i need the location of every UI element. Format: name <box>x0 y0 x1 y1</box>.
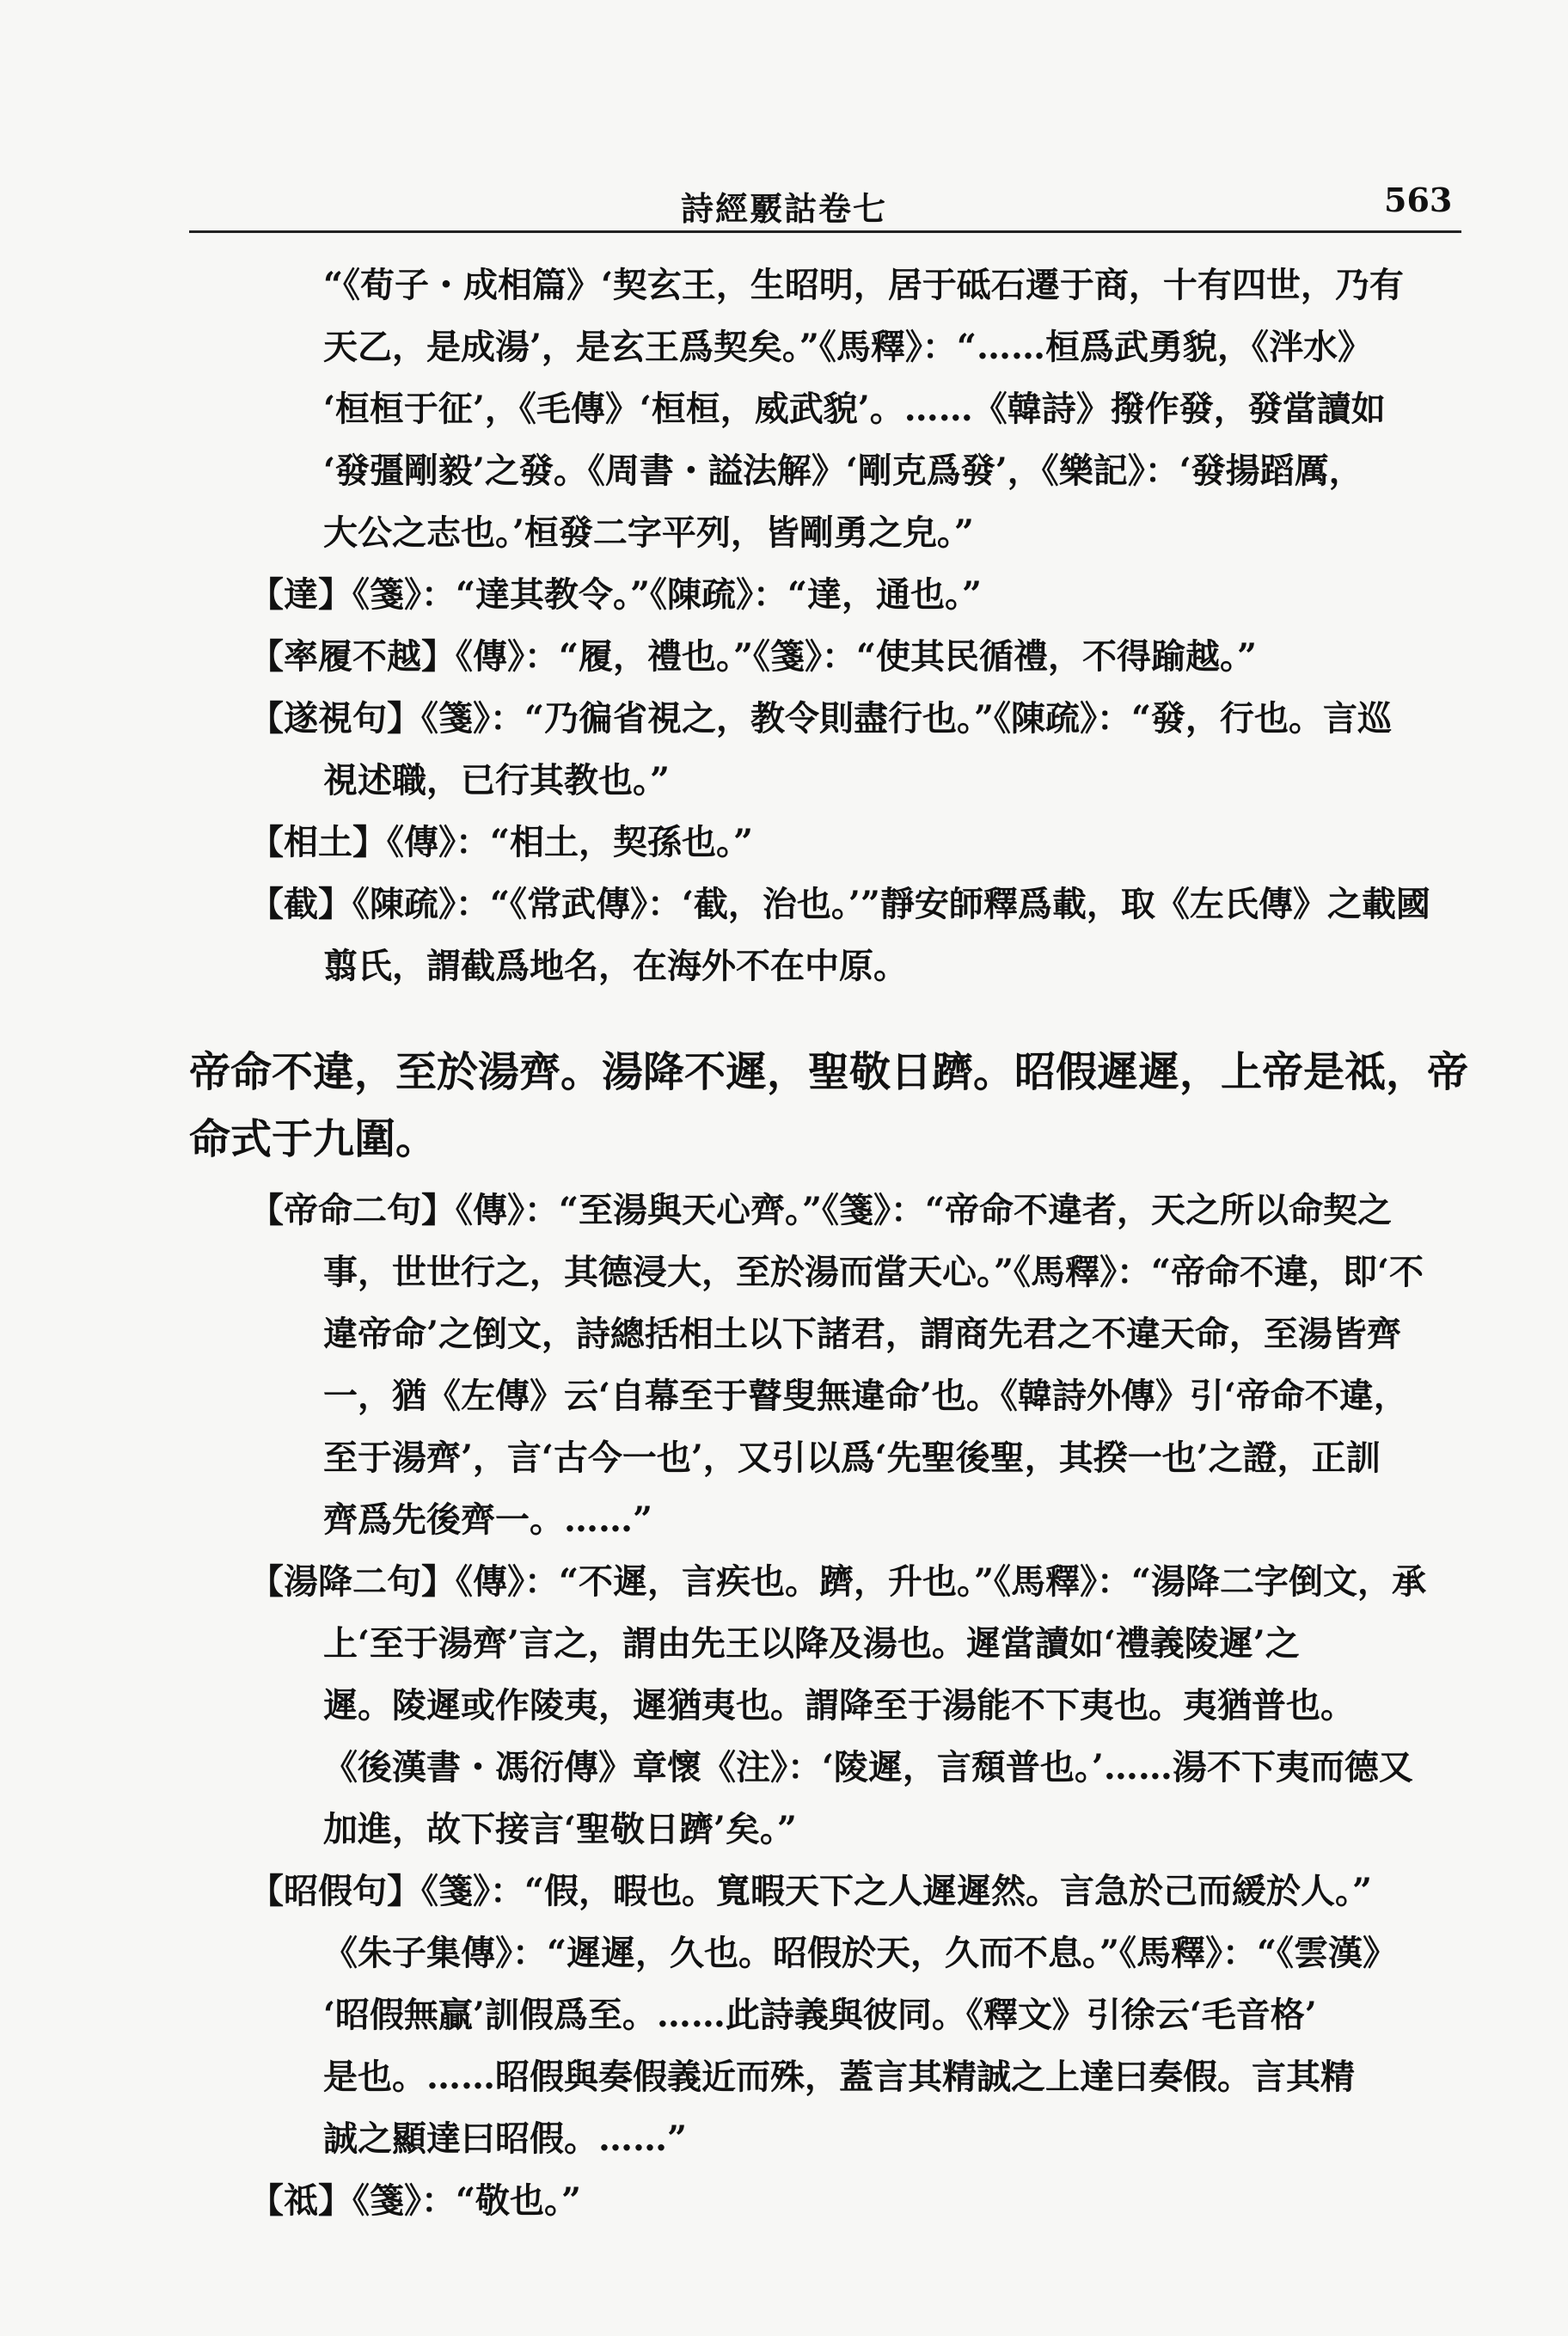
note-entry-continuation <box>323 1242 1461 1551</box>
note-entry-continuation <box>323 1613 1461 1861</box>
text-line: 《後漢書・馮衍傳》章懷《注》：‘陵遲，言頹普也。’……湯不下夷而德又 <box>323 1747 1413 1787</box>
text-line: 上‘至于湯齊’言之，謂由先王以降及湯也。遲當讀如‘禮義陵遲’之 <box>323 1623 1300 1664</box>
note-entry <box>249 812 1461 874</box>
note-entry <box>249 626 1461 688</box>
text-line: 一，猶《左傳》云‘自幕至于瞽叟無違命’也。《韓詩外傳》引‘帝命不違， <box>323 1376 1408 1416</box>
running-title: 詩經覈詁卷七 <box>680 189 887 228</box>
verse-line: 命式于九圍。 <box>189 1115 438 1163</box>
note-entry-continuation <box>323 1922 1461 2170</box>
text-line: 是也。……昭假與奏假義近而殊，蓋言其精誠之上達曰奏假。言其精 <box>323 2057 1355 2097</box>
text-line: 天乙，是成湯’，是玄王爲契矣。”《馬釋》：“……桓爲武勇貌，《泮水》 <box>323 327 1372 367</box>
text-line: 【湯降二句】《傳》：“不遲，言疾也。躋，升也。”《馬釋》：“湯降二字倒文，承 <box>249 1561 1427 1602</box>
text-line: ‘發彊剛毅’之發。《周書・謚法解》‘剛克爲發’，《樂記》：‘發揚蹈厲， <box>323 451 1363 491</box>
note-entry <box>249 1551 1461 1613</box>
text-line: ‘昭假無贏’訓假爲至。……此詩義與彼同。《釋文》引徐云‘毛音格’ <box>323 1995 1317 2035</box>
note-entry <box>249 2170 1461 2232</box>
note-entry <box>249 1180 1461 1242</box>
text-line: 【祗】《箋》：“敬也。” <box>249 2180 582 2221</box>
note-entry <box>249 874 1461 935</box>
text-line: 【昭假句】《箋》：“假，暇也。寬暇天下之人遲遲然。言急於己而緩於人。” <box>249 1871 1373 1911</box>
text-line: 事，世世行之，其德浸大，至於湯而當天心。”《馬釋》：“帝命不違，即‘不 <box>323 1252 1424 1292</box>
text-line: 大公之志也。’桓發二字平列，皆剛勇之皃。” <box>323 512 974 553</box>
main-text <box>189 1039 1469 1173</box>
text-line: 遲。陵遲或作陵夷，遲猶夷也。謂降至于湯能不下夷也。夷猶普也。 <box>323 1685 1355 1726</box>
text-line: ‘桓桓于征’，《毛傳》‘桓桓，威武貌’。……《韓詩》撥作發，發當讀如 <box>323 389 1386 429</box>
text-line: 齊爲先後齊一。……” <box>323 1499 653 1540</box>
text-line: 翦氏，謂截爲地名，在海外不在中原。 <box>323 946 908 986</box>
text-line: 【率履不越】《傳》：“履，禮也。”《箋》：“使其民循禮，不得踰越。” <box>249 636 1258 677</box>
text-line: 《朱子集傳》：“遲遲，久也。昭假於天，久而不息。”《馬釋》：“《雲漢》 <box>323 1933 1398 1973</box>
text-line: 【遂視句】《箋》：“乃徧省視之，教令則盡行也。”《陳疏》：“發，行也。言巡 <box>249 698 1393 739</box>
text-line: 違帝命’之倒文，詩總括相土以下諸君，謂商先君之不違天命，至湯皆齊 <box>323 1314 1401 1354</box>
text-line: 誠之顯達曰昭假。……” <box>323 2118 688 2159</box>
text-line: 【相土】《傳》：“相土，契孫也。” <box>249 822 754 862</box>
note-entry-continuation <box>323 750 1461 812</box>
text-line: 【截】《陳疏》：“《常武傳》：‘截，治也。’”靜安師釋爲載，取《左氏傳》之載國 <box>249 884 1430 924</box>
note-entry-continuation <box>323 935 1461 997</box>
page-number: 563 <box>1384 181 1453 219</box>
text-line: 視述職，已行其教也。” <box>323 760 671 800</box>
text-line: 加進，故下接言‘聖敬日躋’矣。” <box>323 1809 797 1849</box>
text-line: 【達】《箋》：“達其教令。”《陳疏》：“達，通也。” <box>249 574 983 615</box>
header-rule <box>189 230 1461 233</box>
text-line: 【帝命二句】《傳》：“至湯與天心齊。”《箋》：“帝命不違者，天之所以命契之 <box>249 1190 1393 1230</box>
verse-line: 帝命不違，至於湯齊。湯降不遲，聖敬日躋。昭假遲遲，上帝是祗，帝 <box>189 1048 1469 1096</box>
text-line: “《荀子・成相篇》‘契玄王，生昭明，居于砥石遷于商，十有四世，乃有 <box>323 265 1404 305</box>
note-entry <box>249 564 1461 626</box>
note-entry <box>249 1861 1461 1922</box>
note-entry <box>249 688 1461 750</box>
note-continuation <box>323 254 1461 564</box>
text-line: 至于湯齊’，言‘古今一也’，又引以爲‘先聖後聖，其揆一也’之證，正訓 <box>323 1438 1381 1478</box>
